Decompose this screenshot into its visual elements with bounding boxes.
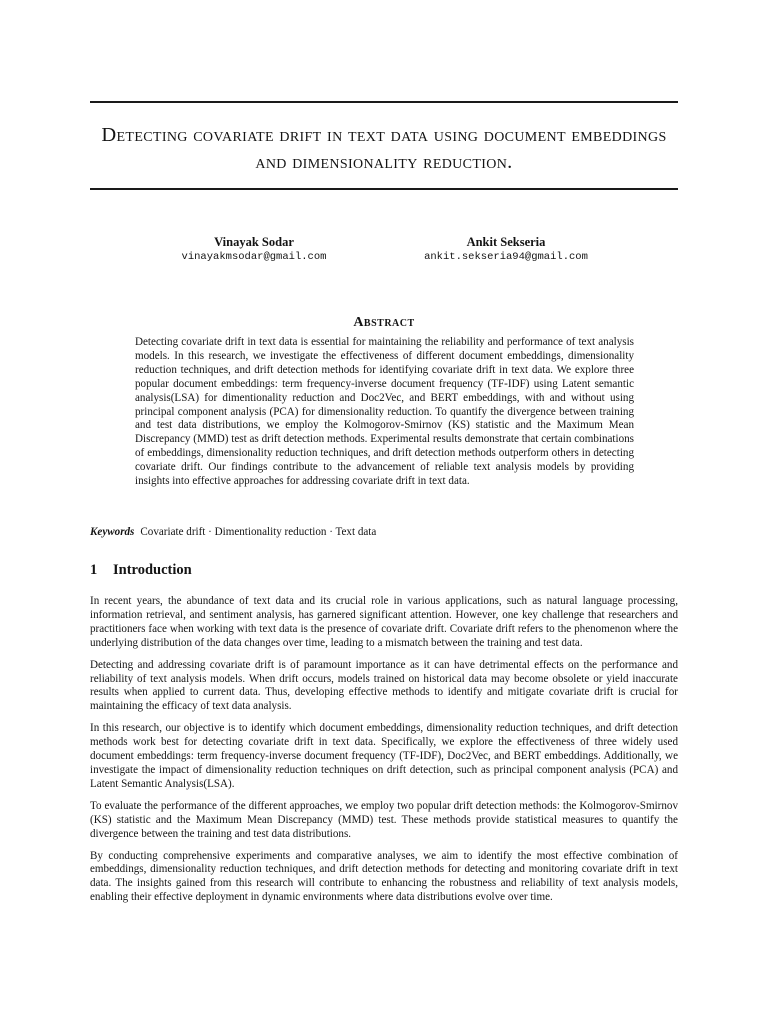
paragraph: Detecting and addressing covariate drift is of paramount importance as it can have detrimental effects on the performance and reliability of text analysis models. When drift occurs, models trained on historical data may become obsolete or yield inaccurate results when applied to current data. Thus, developing effective methods to identify and mitigate covariate drift is crucial for maintaining the efficacy of text data analysis. bbox=[90, 658, 678, 713]
author-email[interactable]: ankit.sekseria94@gmail.com bbox=[424, 251, 588, 263]
author-email[interactable]: vinayakmsodar@gmail.com bbox=[181, 251, 327, 263]
section-heading bbox=[90, 561, 192, 579]
author-block-1 bbox=[134, 234, 374, 264]
author-block-2 bbox=[386, 234, 626, 264]
author-name: Ankit Sekseria bbox=[466, 235, 546, 249]
paragraph: By conducting comprehensive experiments and comparative analyses, we aim to identify the most effective combination of embeddings, dimensionality reduction techniques, and drift detection methods for detecting and monitoring covariate drift in text data. The insights gained from this research will contribute to enhancing the robustness and reliability of text analysis models, enabling their effective deployment in dynamic environments where data distributions evolve over time. bbox=[90, 849, 678, 904]
keywords-line bbox=[90, 525, 678, 539]
paper-title: Detecting covariate drift in text data using document embeddings and dimensionality reduction. bbox=[101, 124, 667, 173]
introduction-body bbox=[90, 595, 678, 913]
abstract-text: Detecting covariate drift in text data is essential for maintaining the reliability and performance of text analysis models. In this research, we investigate the effectiveness of different document embeddings, dimensionality reduction techniques, and drift detection methods for identifying covariate drift in text data. We explore three popular document embeddings: term frequency-inverse document frequency (TF-IDF) using Latent semantic analysis(LSA) for dimentionality reduction and Doc2Vec, and BERT embeddings, with and without using principal component analysis (PCA) for dimensionality reduction. To quantify the divergence between training and test data distributions, we employ the Kolmogorov-Smirnov (KS) statistic and the Maximum Mean Discrepancy (MMD) test as drift detection methods. Experimental results demonstrate that certain combinations of embeddings, dimensionality reduction techniques, and drift detection methods outperform others in detecting covariate drift. Our findings contribute to the advancement of reliable text analysis models by providing insights into effective approaches for addressing covariate drift in text data. bbox=[135, 336, 634, 488]
paragraph: To evaluate the performance of the different approaches, we employ two popular drift detection methods: the Kolmogorov-Smirnov (KS) statistic and the Maximum Mean Discrepancy (MMD) test. These methods provide statistical measures to quantify the divergence between the training and test data distributions. bbox=[90, 799, 678, 840]
title-bottom-rule bbox=[90, 188, 678, 190]
author-name: Vinayak Sodar bbox=[214, 235, 294, 249]
keywords-label: Keywords bbox=[90, 526, 135, 538]
section-number: 1 bbox=[90, 562, 98, 578]
section-title: Introduction bbox=[113, 562, 192, 578]
abstract-heading: Abstract bbox=[353, 315, 415, 330]
paragraph: In this research, our objective is to identify which document embeddings, dimensionality reduction techniques, and drift detection methods work best for detecting covariate drift in text data. Specifically, we explore the effectiveness of three widely used document embeddings: term frequency-inverse document frequency (TF-IDF), Doc2Vec, and BERT embeddings. Additionally, we investigate the impact of dimensionality reduction techniques on drift detection, such as principal component analysis (PCA) and Latent Semantic Analysis(LSA). bbox=[90, 722, 678, 790]
keywords-text: Covariate drift · Dimentionality reduction · Text data bbox=[140, 526, 377, 538]
title-top-rule bbox=[90, 101, 678, 103]
paragraph: In recent years, the abundance of text data and its crucial role in various applications, such as natural language processing, information retrieval, and sentiment analysis, has garnered significant attention. However, one key challenge that researchers and practitioners face when working with text data is the presence of covariate drift. Covariate drift refers to the phenomenon where the underlying distribution of the data changes over time, leading to a mismatch between the training and test data. bbox=[90, 595, 678, 649]
